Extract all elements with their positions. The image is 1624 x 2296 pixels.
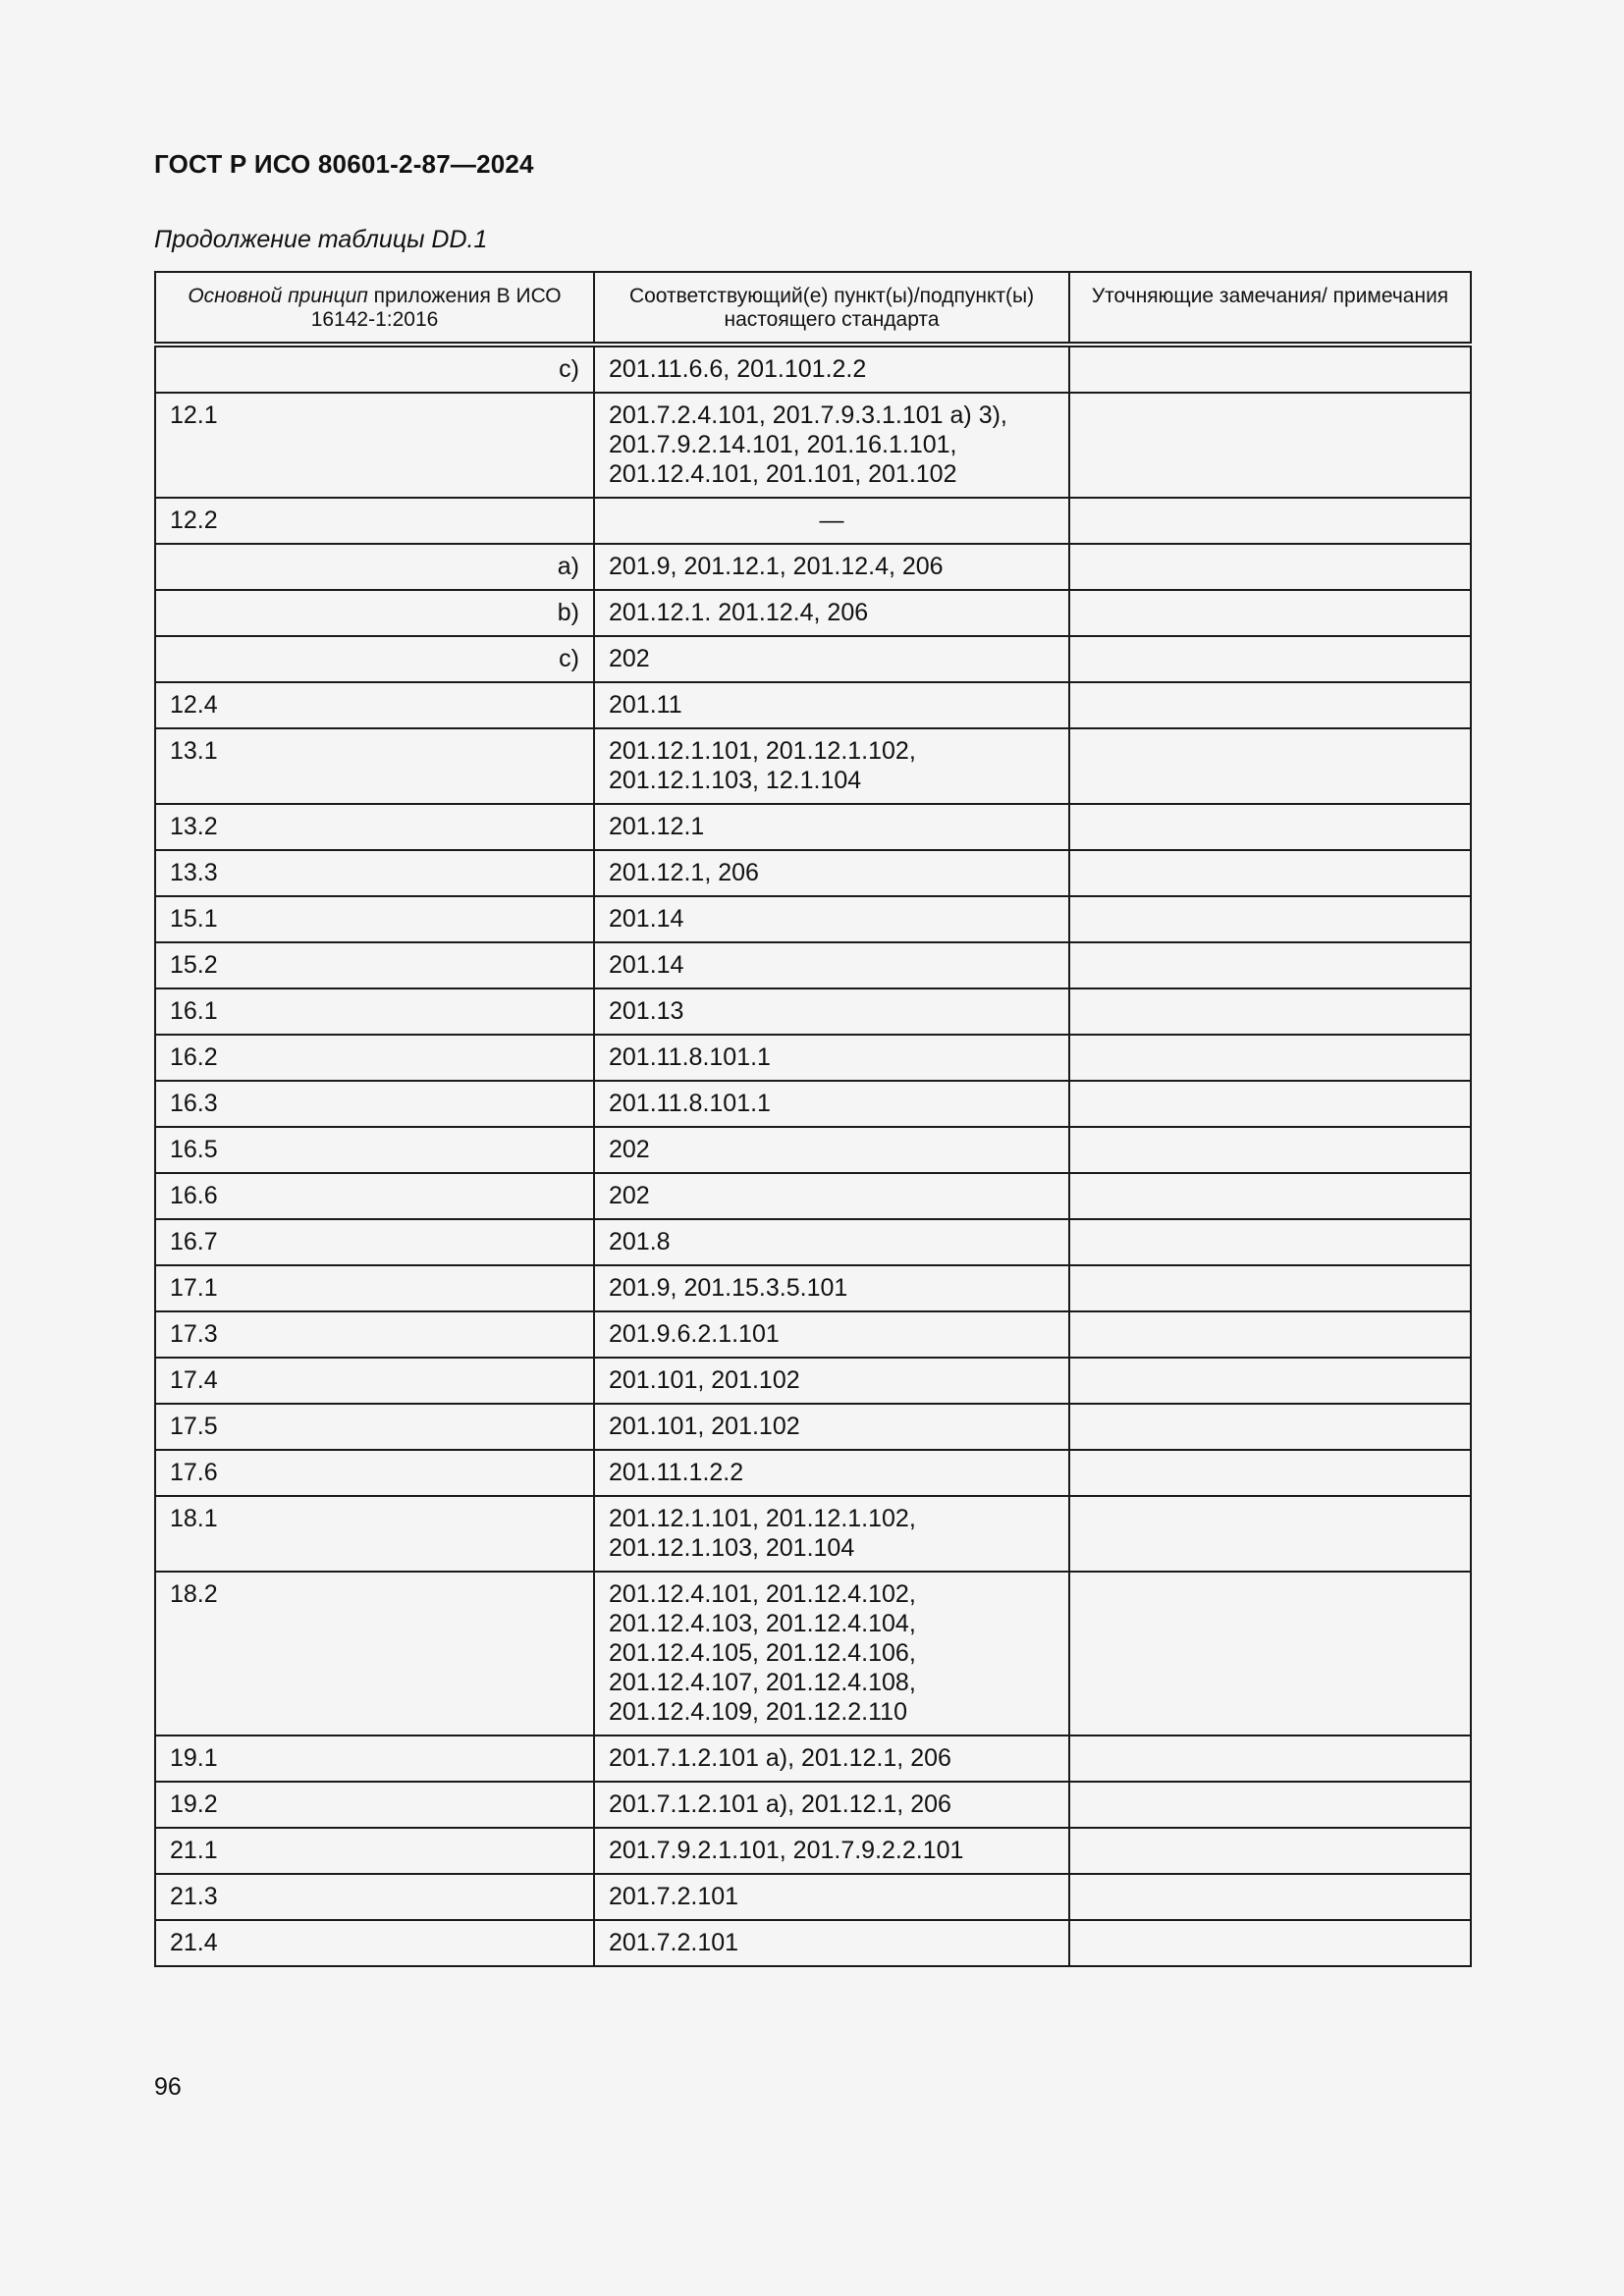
cell-clauses [594, 1127, 1069, 1173]
cell-principle: 16.5 [155, 1127, 594, 1173]
cell-principle: 19.1 [155, 1735, 594, 1782]
cell-principle: c) [155, 345, 594, 393]
clause-line: 201.14 [609, 905, 684, 933]
correspondence-table [154, 271, 1472, 1967]
cell-clauses [594, 1450, 1069, 1496]
clause-line: 201.12.1.103, 201.104 [609, 1534, 855, 1562]
table-row [155, 1496, 1471, 1572]
cell-notes [1069, 544, 1471, 590]
cell-notes [1069, 1496, 1471, 1572]
cell-principle: 21.1 [155, 1828, 594, 1874]
cell-clauses [594, 1311, 1069, 1358]
table-row [155, 942, 1471, 988]
cell-clauses [594, 1782, 1069, 1828]
cell-clauses [594, 1920, 1069, 1966]
cell-principle: 17.1 [155, 1265, 594, 1311]
table-row [155, 1782, 1471, 1828]
table-row [155, 590, 1471, 636]
table-body [155, 345, 1471, 1966]
table-row [155, 498, 1471, 544]
cell-notes [1069, 393, 1471, 498]
table-row [155, 1081, 1471, 1127]
cell-principle: 12.4 [155, 682, 594, 728]
clause-line: 201.14 [609, 951, 684, 979]
cell-notes [1069, 636, 1471, 682]
cell-principle: 17.6 [155, 1450, 594, 1496]
cell-notes [1069, 1219, 1471, 1265]
table-row [155, 1127, 1471, 1173]
clause-line: 201.12.4.101, 201.101, 201.102 [609, 460, 957, 488]
cell-principle: 15.1 [155, 896, 594, 942]
clause-line: 201.12.4.109, 201.12.2.110 [609, 1698, 907, 1726]
clause-line: 201.12.1.101, 201.12.1.102, [609, 1505, 916, 1532]
cell-notes [1069, 942, 1471, 988]
cell-principle: c) [155, 636, 594, 682]
clause-line: 201.101, 201.102 [609, 1413, 800, 1440]
clause-line: 201.9, 201.12.1, 201.12.4, 206 [609, 553, 944, 580]
cell-principle: 16.2 [155, 1035, 594, 1081]
cell-notes [1069, 804, 1471, 850]
header-principle-italic: Основной принцип [188, 285, 368, 307]
clause-line: 202 [609, 1136, 650, 1163]
clause-line: 201.8 [609, 1228, 671, 1255]
clause-line: 201.7.9.2.1.101, 201.7.9.2.2.101 [609, 1837, 964, 1864]
table-row [155, 393, 1471, 498]
cell-clauses [594, 1496, 1069, 1572]
cell-notes [1069, 1450, 1471, 1496]
clause-line: 201.11.8.101.1 [609, 1090, 771, 1117]
clause-line: 201.11.8.101.1 [609, 1043, 771, 1071]
clause-line: 201.7.2.101 [609, 1883, 739, 1910]
cell-principle: 13.3 [155, 850, 594, 896]
clause-line: 201.11.6.6, 201.101.2.2 [609, 355, 867, 383]
table-row [155, 850, 1471, 896]
table-row [155, 1735, 1471, 1782]
table-row [155, 1404, 1471, 1450]
cell-clauses [594, 636, 1069, 682]
clause-line: 201.13 [609, 997, 684, 1025]
cell-notes [1069, 1782, 1471, 1828]
header-clauses: Соответствующий(е) пункт(ы)/подпункт(ы) настоящего стандарта [594, 272, 1069, 345]
table-row [155, 345, 1471, 393]
cell-principle: 21.4 [155, 1920, 594, 1966]
cell-clauses [594, 942, 1069, 988]
cell-clauses [594, 850, 1069, 896]
cell-notes [1069, 1404, 1471, 1450]
table-row [155, 988, 1471, 1035]
cell-clauses [594, 345, 1069, 393]
table-row [155, 1173, 1471, 1219]
cell-clauses [594, 1828, 1069, 1874]
cell-notes [1069, 1920, 1471, 1966]
cell-clauses [594, 1735, 1069, 1782]
table-row [155, 804, 1471, 850]
cell-clauses [594, 804, 1069, 850]
cell-principle: 17.4 [155, 1358, 594, 1404]
cell-principle: a) [155, 544, 594, 590]
cell-clauses [594, 1404, 1069, 1450]
cell-clauses [594, 1358, 1069, 1404]
clause-line: 201.12.4.103, 201.12.4.104, [609, 1610, 916, 1637]
header-notes: Уточняющие замечания/ примечания [1069, 272, 1471, 345]
cell-clauses [594, 1081, 1069, 1127]
cell-principle: 15.2 [155, 942, 594, 988]
cell-principle: 19.2 [155, 1782, 594, 1828]
cell-clauses [594, 728, 1069, 804]
table-row [155, 682, 1471, 728]
cell-principle: b) [155, 590, 594, 636]
cell-clauses [594, 1173, 1069, 1219]
cell-clauses [594, 1572, 1069, 1735]
cell-clauses [594, 544, 1069, 590]
cell-notes [1069, 1173, 1471, 1219]
cell-principle: 13.2 [155, 804, 594, 850]
table-row [155, 1265, 1471, 1311]
clause-line: — [819, 507, 844, 534]
cell-principle: 17.3 [155, 1311, 594, 1358]
clause-line: 201.7.2.101 [609, 1929, 739, 1956]
table-row [155, 1311, 1471, 1358]
clause-line: 201.7.1.2.101 a), 201.12.1, 206 [609, 1744, 951, 1772]
cell-notes [1069, 1735, 1471, 1782]
document-header: ГОСТ Р ИСО 80601-2-87—2024 [154, 149, 534, 179]
cell-notes [1069, 1035, 1471, 1081]
clause-line: 202 [609, 1182, 650, 1209]
cell-notes [1069, 1572, 1471, 1735]
cell-clauses [594, 498, 1069, 544]
clause-line: 201.7.1.2.101 a), 201.12.1, 206 [609, 1790, 951, 1818]
clause-line: 201.12.1.101, 201.12.1.102, [609, 737, 916, 765]
table-row [155, 896, 1471, 942]
table-row [155, 544, 1471, 590]
header-principle [155, 272, 594, 345]
clause-line: 201.12.1, 206 [609, 859, 759, 886]
cell-clauses [594, 1219, 1069, 1265]
clause-line: 201.12.1.103, 12.1.104 [609, 767, 862, 794]
cell-notes [1069, 1874, 1471, 1920]
cell-clauses [594, 1874, 1069, 1920]
cell-clauses [594, 1265, 1069, 1311]
cell-notes [1069, 896, 1471, 942]
cell-principle: 12.1 [155, 393, 594, 498]
table-row [155, 1450, 1471, 1496]
table-header-row [155, 272, 1471, 345]
clause-line: 201.12.1. 201.12.4, 206 [609, 599, 869, 626]
cell-notes [1069, 850, 1471, 896]
table-caption: Продолжение таблицы DD.1 [154, 226, 488, 253]
cell-clauses [594, 682, 1069, 728]
cell-principle: 16.6 [155, 1173, 594, 1219]
header-principle-rest: приложения В ИСО 16142-1:2016 [310, 285, 562, 331]
clause-line: 201.7.2.4.101, 201.7.9.3.1.101 a) 3), [609, 401, 1007, 429]
table-row [155, 1874, 1471, 1920]
cell-notes [1069, 988, 1471, 1035]
cell-principle: 13.1 [155, 728, 594, 804]
cell-principle: 21.3 [155, 1874, 594, 1920]
clause-line: 202 [609, 645, 650, 672]
clause-line: 201.12.4.101, 201.12.4.102, [609, 1580, 916, 1608]
cell-notes [1069, 498, 1471, 544]
cell-notes [1069, 1828, 1471, 1874]
table-row [155, 728, 1471, 804]
clause-line: 201.7.9.2.14.101, 201.16.1.101, [609, 431, 957, 458]
cell-notes [1069, 1358, 1471, 1404]
clause-line: 201.12.4.105, 201.12.4.106, [609, 1639, 916, 1667]
cell-clauses [594, 590, 1069, 636]
table-row [155, 1572, 1471, 1735]
cell-principle: 16.3 [155, 1081, 594, 1127]
cell-notes [1069, 590, 1471, 636]
table-row [155, 636, 1471, 682]
table-header [155, 272, 1471, 345]
clause-line: 201.9, 201.15.3.5.101 [609, 1274, 848, 1302]
clause-line: 201.12.4.107, 201.12.4.108, [609, 1669, 916, 1696]
clause-line: 201.101, 201.102 [609, 1366, 800, 1394]
cell-notes [1069, 1265, 1471, 1311]
table-row [155, 1358, 1471, 1404]
clause-line: 201.11.1.2.2 [609, 1459, 744, 1486]
cell-notes [1069, 1311, 1471, 1358]
cell-notes [1069, 1127, 1471, 1173]
table-row [155, 1035, 1471, 1081]
cell-clauses [594, 1035, 1069, 1081]
clause-line: 201.11 [609, 691, 682, 719]
clause-line: 201.9.6.2.1.101 [609, 1320, 780, 1348]
cell-notes [1069, 1081, 1471, 1127]
table-row [155, 1828, 1471, 1874]
cell-notes [1069, 345, 1471, 393]
table-row [155, 1219, 1471, 1265]
cell-principle: 16.7 [155, 1219, 594, 1265]
table-row [155, 1920, 1471, 1966]
cell-principle: 12.2 [155, 498, 594, 544]
page-number: 96 [154, 2073, 182, 2101]
cell-notes [1069, 728, 1471, 804]
cell-principle: 17.5 [155, 1404, 594, 1450]
cell-principle: 18.1 [155, 1496, 594, 1572]
cell-clauses [594, 988, 1069, 1035]
cell-notes [1069, 682, 1471, 728]
clause-line: 201.12.1 [609, 813, 705, 840]
cell-principle: 18.2 [155, 1572, 594, 1735]
cell-clauses [594, 393, 1069, 498]
cell-principle: 16.1 [155, 988, 594, 1035]
cell-clauses [594, 896, 1069, 942]
